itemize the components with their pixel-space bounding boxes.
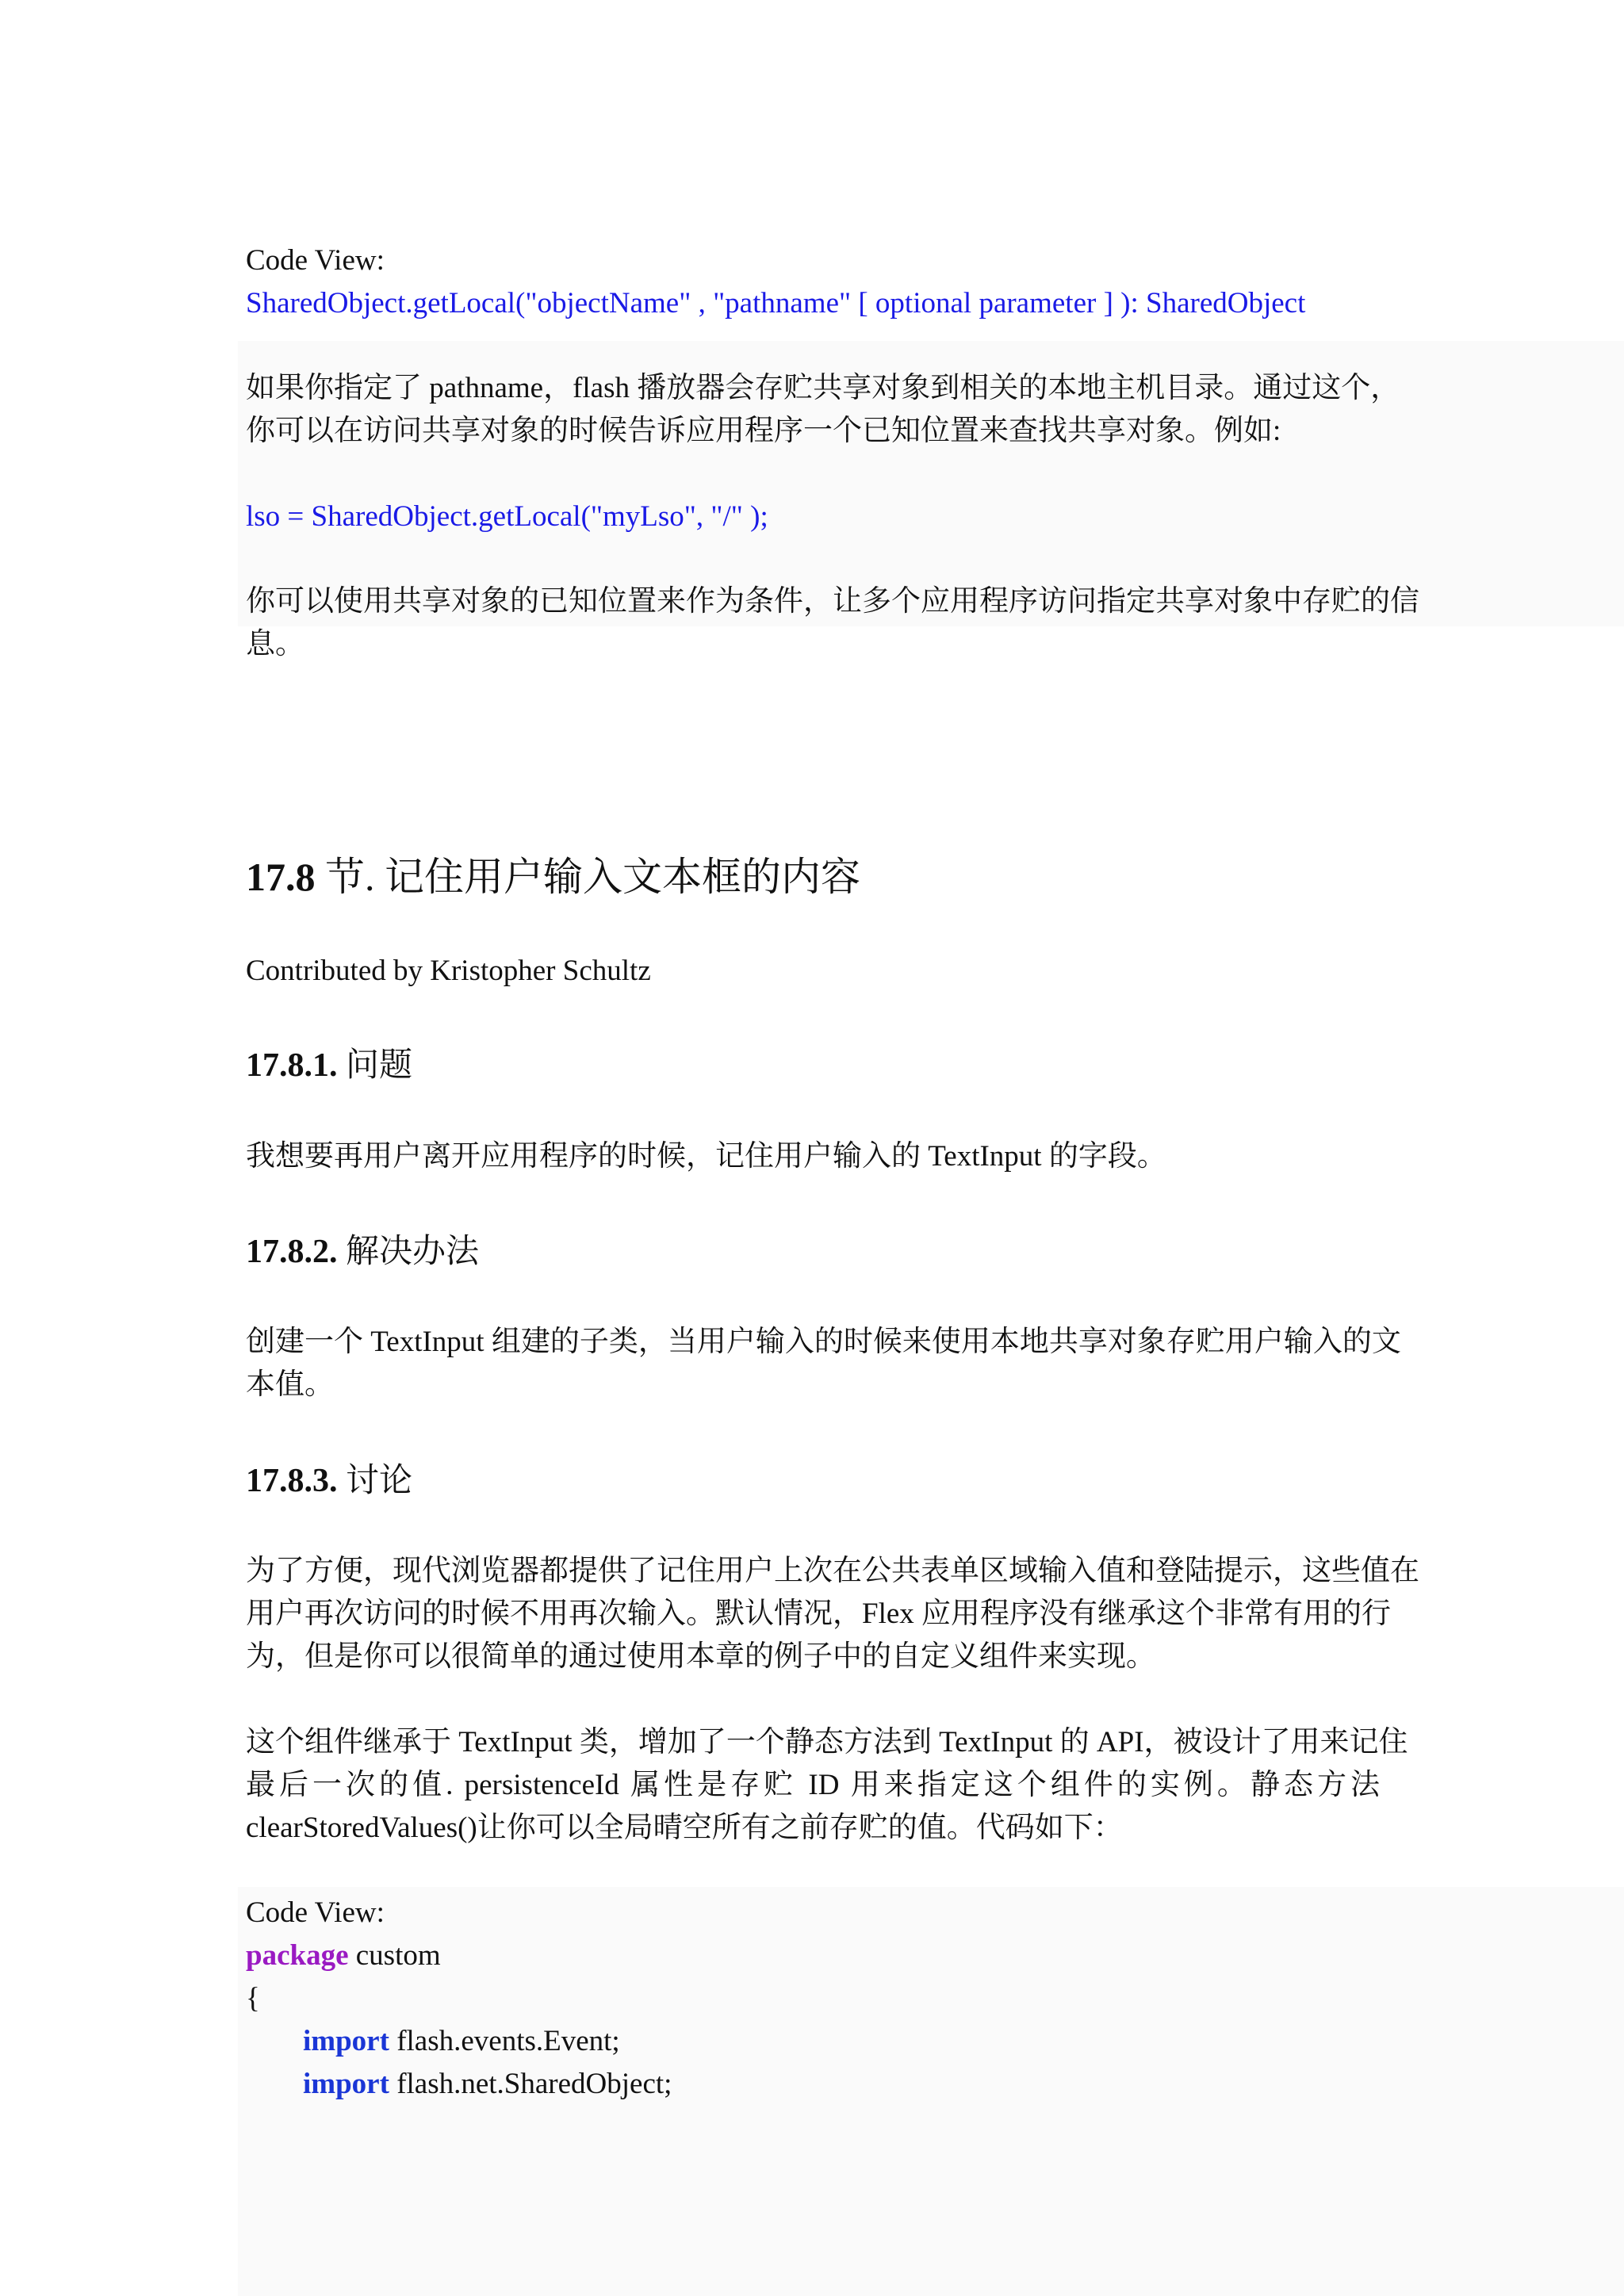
solution-text-line-1: 创建一个 TextInput 组建的子类，当用户输入的时候来使用本地共享对象存贮用户输入的文 bbox=[246, 1326, 1401, 1358]
discussion-p2-line-3: clearStoredValues()让你可以全局晴空所有之前存贮的值。代码如下： bbox=[246, 1812, 1123, 1844]
problem-title: 问题 bbox=[337, 1047, 413, 1084]
discussion-number: 17.8.3. bbox=[246, 1463, 338, 1499]
problem-number: 17.8.1. bbox=[246, 1047, 338, 1084]
discussion-p1-line-3: 为，但是你可以很简单的通过使用本章的例子中的自定义组件来实现。 bbox=[246, 1640, 1155, 1673]
problem-text: 我想要再用户离开应用程序的时候，记住用户输入的 TextInput 的字段。 bbox=[246, 1140, 1166, 1173]
contributed-by: Contributed by Kristopher Schultz bbox=[246, 955, 651, 987]
discussion-p1-line-2: 用户再次访问的时候不用再次输入。默认情况，Flex 应用程序没有继承这个非常有用的行 bbox=[246, 1598, 1392, 1630]
code-line-package bbox=[246, 1934, 441, 1977]
package-name: custom bbox=[348, 1939, 441, 1972]
section-number: 17.8 bbox=[246, 855, 316, 899]
problem-heading bbox=[246, 1039, 412, 1086]
keyword-package: package bbox=[246, 1939, 349, 1972]
solution-text-line-2: 本值。 bbox=[246, 1368, 334, 1401]
solution-title: 解决办法 bbox=[337, 1234, 480, 1270]
code-line-lso-example: lso = SharedObject.getLocal("myLso", "/" ); bbox=[246, 500, 768, 533]
paragraph-pathname-line-2: 你可以在访问共享对象的时候告诉应用程序一个已知位置来查找共享对象。例如: bbox=[246, 415, 1281, 447]
code-line-import-sharedobject bbox=[303, 2063, 672, 2106]
paragraph-pathname-line-1: 如果你指定了 pathname，flash 播放器会存贮共享对象到相关的本地主机目录。通过这个， bbox=[246, 372, 1400, 404]
keyword-import: import bbox=[303, 2025, 389, 2057]
code-view-label: Code View: bbox=[246, 244, 385, 277]
solution-number: 17.8.2. bbox=[246, 1234, 338, 1270]
discussion-p2-line-2: 最后一次的值. persistenceId 属性是存贮 ID 用来指定这个组件的实例。静态方法 bbox=[246, 1769, 1380, 1801]
paragraph-known-location-line-1: 你可以使用共享对象的已知位置来作为条件，让多个应用程序访问指定共享对象中存贮的信 bbox=[246, 585, 1419, 618]
discussion-heading bbox=[246, 1454, 412, 1502]
import-path: flash.net.SharedObject; bbox=[389, 2068, 672, 2100]
discussion-p1-line-1: 为了方便，现代浏览器都提供了记住用户上次在公共表单区域输入值和登陆提示，这些值在 bbox=[246, 1555, 1419, 1587]
discussion-title: 讨论 bbox=[337, 1463, 413, 1499]
code-view-label-2: Code View: bbox=[246, 1896, 385, 1929]
discussion-p2-line-1: 这个组件继承于 TextInput 类，增加了一个静态方法到 TextInput 的 API，被设计了用来记住 bbox=[246, 1726, 1408, 1758]
import-path: flash.events.Event; bbox=[389, 2025, 620, 2057]
paragraph-known-location-line-2: 息。 bbox=[246, 628, 304, 660]
keyword-import: import bbox=[303, 2068, 389, 2100]
section-title: 节. 记住用户输入文本框的内容 bbox=[315, 855, 860, 899]
code-line-import-event bbox=[303, 2020, 620, 2063]
section-heading bbox=[246, 845, 860, 902]
solution-heading bbox=[246, 1225, 479, 1272]
code-line-open-brace: { bbox=[246, 1982, 260, 2015]
code-line-getlocal-signature: SharedObject.getLocal("objectName" , "pathname" [ optional parameter ] ): SharedObject bbox=[246, 287, 1306, 320]
